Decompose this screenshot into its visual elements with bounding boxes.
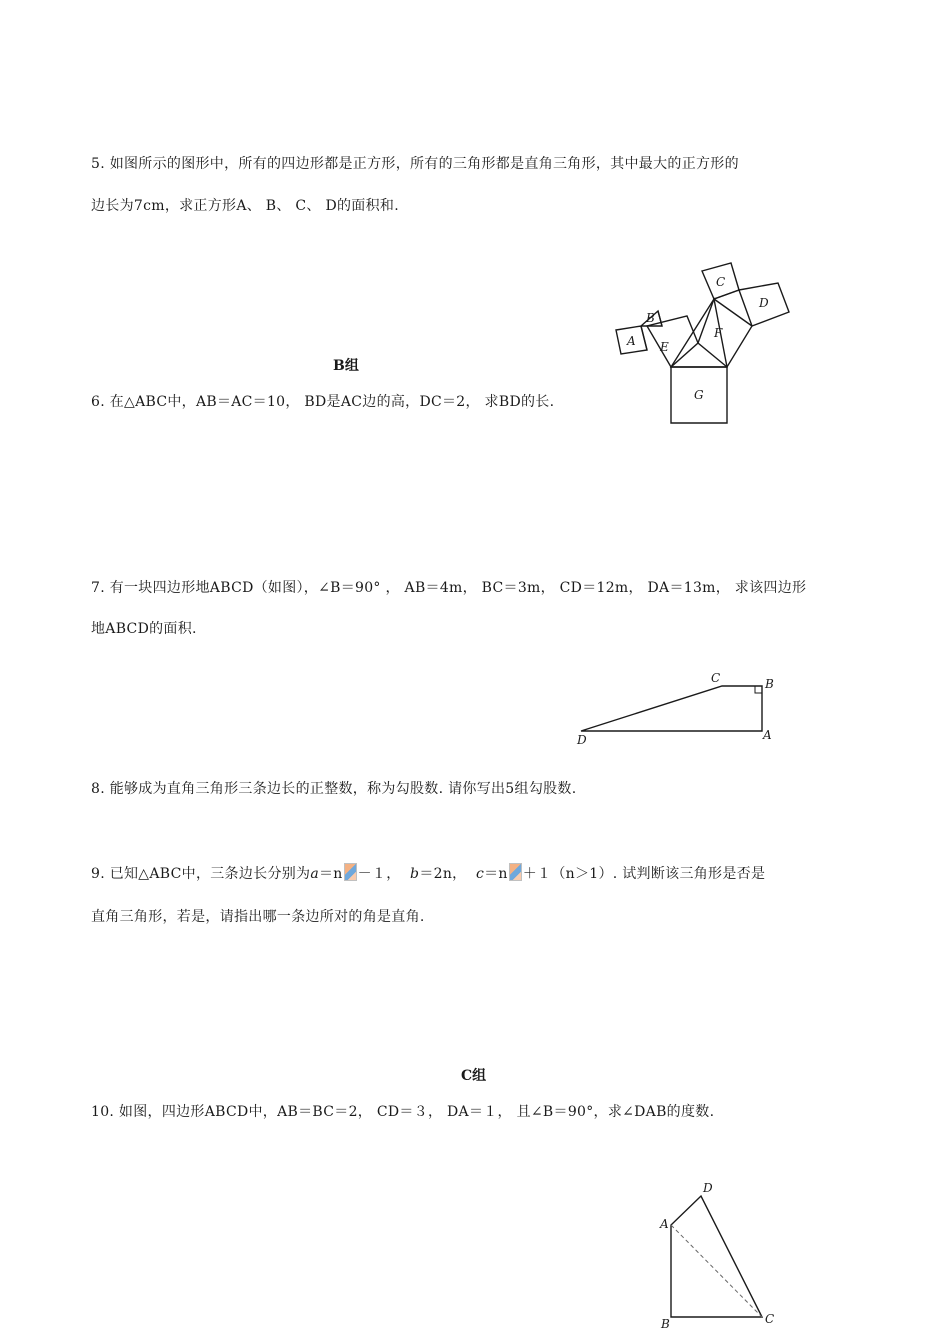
q7-line2: 地ABCD的面积. — [91, 621, 197, 637]
label-d: D — [703, 1181, 713, 1195]
q6-line1: 6. 在△ABC中，AB＝AC＝10， BD是AC边的高，DC＝2， 求BD的长. — [91, 394, 555, 410]
q9-var-b: b — [410, 866, 420, 882]
label-g: G — [694, 388, 704, 402]
q9-line2: 直角三角形，若是，请指出哪一条边所对的角是直角. — [91, 909, 425, 925]
q9-line1 — [91, 863, 765, 883]
label-a: A — [660, 1217, 669, 1231]
q9-c-eq: ＝n — [484, 866, 508, 882]
image-placeholder-icon — [509, 863, 522, 881]
group-b-heading: B组 — [333, 358, 359, 374]
q10-line1: 10. 如图，四边形ABCD中，AB＝BC＝2， CD＝３， DA＝１， 且∠B＝90°，求∠DAB的度数. — [91, 1104, 715, 1120]
q5-line2: 边长为7cm，求正方形A、 B、 C、 D的面积和. — [91, 198, 399, 214]
q8-line1: 8. 能够成为直角三角形三条边长的正整数，称为勾股数. 请你写出5组勾股数. — [91, 781, 577, 797]
label-e: E — [660, 340, 669, 354]
q9-prefix: 9. 已知△ABC中，三条边长分别为 — [91, 866, 311, 882]
figure-pythagoras-squares — [600, 255, 800, 430]
figure-quadrilateral-q10 — [655, 1175, 780, 1340]
label-c: C — [711, 671, 721, 685]
label-b: B — [661, 1317, 670, 1331]
q7-line1: 7. 有一块四边形地ABCD（如图），∠B＝90° ， AB＝4m， BC＝3m， CD＝12m， DA＝13m， 求该四边形 — [91, 580, 807, 596]
q9-var-a: a — [310, 866, 319, 882]
q9-a-eq: ＝n — [319, 866, 343, 882]
image-placeholder-icon — [344, 863, 357, 881]
label-a: A — [763, 728, 772, 742]
q9-var-c: c — [475, 866, 485, 882]
label-d: D — [577, 733, 587, 747]
label-f: F — [714, 326, 723, 340]
figure-quadrilateral-q7 — [570, 670, 785, 750]
group-c-heading: C组 — [461, 1068, 487, 1084]
label-c: C — [716, 275, 726, 289]
label-d: D — [759, 296, 769, 310]
label-a: A — [627, 334, 636, 348]
label-b: B — [765, 677, 774, 691]
label-b: B — [646, 311, 655, 325]
label-c: C — [765, 1312, 775, 1326]
q5-line1: 5. 如图所示的图形中，所有的四边形都是正方形，所有的三角形都是直角三角形，其中最大的正方形的 — [91, 156, 739, 172]
q9-c-rest: ＋１（n＞1）. 试判断该三角形是否是 — [522, 866, 766, 882]
q9-a-rest: －１， — [357, 866, 401, 882]
q9-b-eq: ＝2n， — [419, 866, 467, 882]
